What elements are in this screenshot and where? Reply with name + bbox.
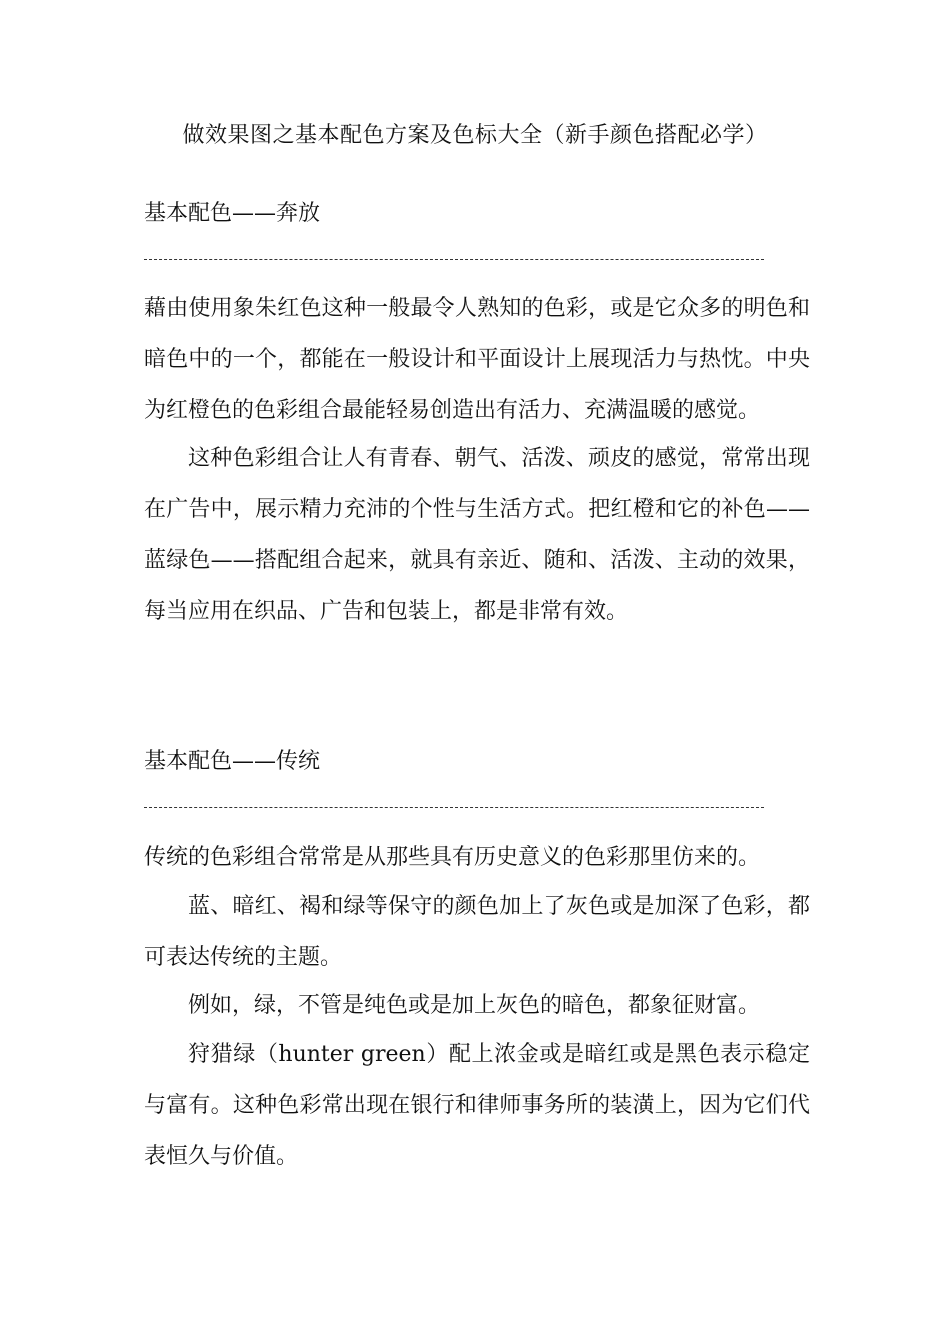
document-title: 做效果图之基本配色方案及色标大全（新手颜色搭配必学） (182, 123, 768, 148)
paragraph: 狩猎绿（hunter green）配上浓金或是暗红或是黑色表示稳定与富有。这种色彩常出现在银行和律师事务所的装潢上，因为它们代表恒久与价值。 (144, 1042, 810, 1169)
paragraph: 藉由使用象朱红色这种一般最令人熟知的色彩，或是它众多的明色和暗色中的一个，都能在一般设计和平面设计上展现活力与热忱。中央为红橙色的色彩组合最能轻易创造出有活力、充满温暖的感觉。 (144, 296, 810, 423)
paragraph: 蓝、暗红、褐和绿等保守的颜色加上了灰色或是加深了色彩，都可表达传统的主题。 (144, 894, 810, 970)
paragraph: 例如，绿，不管是纯色或是加上灰色的暗色，都象征财富。 (188, 993, 761, 1018)
dashed-divider (144, 807, 764, 808)
section-heading-benfang: 基本配色——奔放 (144, 201, 321, 226)
section-heading-chuantong: 基本配色——传统 (144, 749, 321, 774)
dashed-divider (144, 259, 764, 260)
paragraph: 传统的色彩组合常常是从那些具有历史意义的色彩那里仿来的。 (144, 845, 761, 870)
paragraph: 这种色彩组合让人有青春、朝气、活泼、顽皮的感觉，常常出现在广告中，展示精力充沛的个性与生活方式。把红橙和它的补色——蓝绿色——搭配组合起来，就具有亲近、随和、活泼、主动的效果，每当应用在织品、广告和包装上，都是非常有效。 (144, 446, 810, 624)
